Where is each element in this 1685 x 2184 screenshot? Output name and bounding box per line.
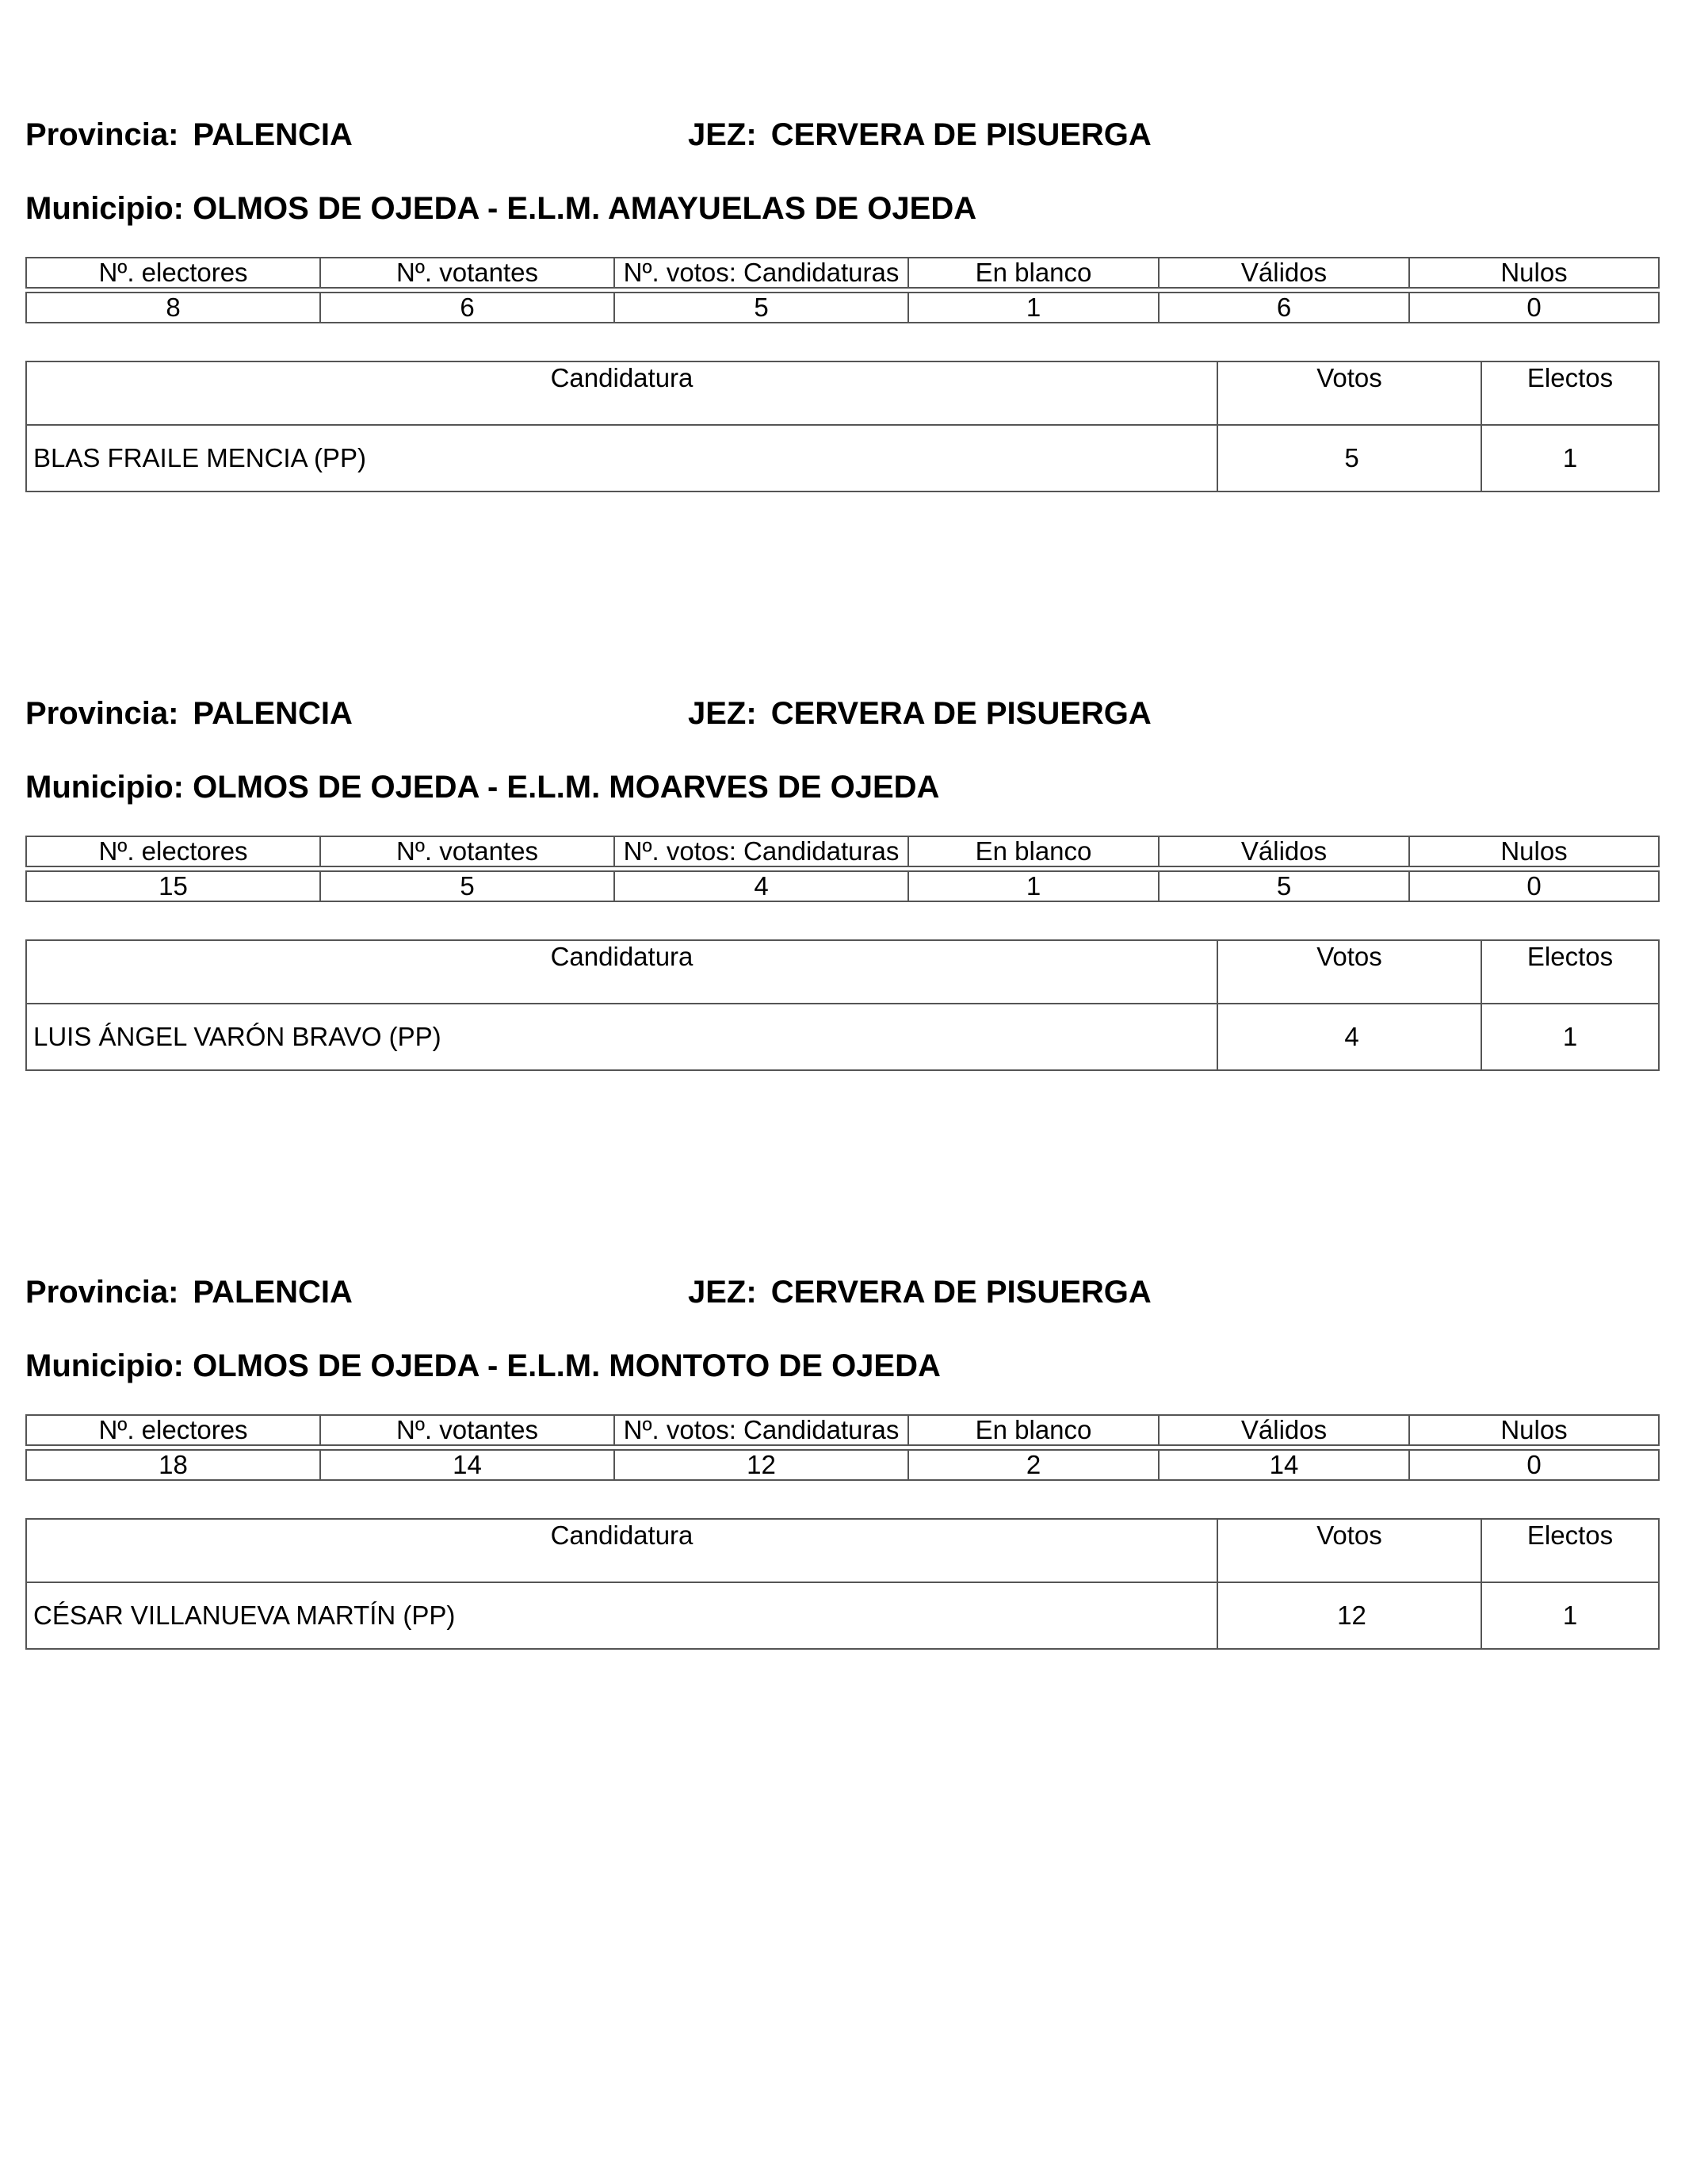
municipio-label: Municipio: (25, 770, 184, 805)
province-header (25, 1272, 353, 1312)
municipio-value: OLMOS DE OJEDA - E.L.M. MOARVES DE OJEDA (193, 770, 940, 805)
province-jez-header (25, 1272, 1658, 1312)
province-header (25, 115, 353, 155)
province-jez-header (25, 115, 1658, 155)
candidate-votes: 4 (1217, 1004, 1481, 1070)
candidate-name: CÉSAR VILLANUEVA MARTÍN (PP) (26, 1582, 1217, 1649)
summary-value-candidaturas: 4 (614, 871, 908, 901)
summary-header-nulos: Nulos (1409, 258, 1659, 288)
jez-header (688, 115, 1152, 155)
provincia-value: PALENCIA (193, 696, 353, 731)
summary-header-blanco: En blanco (908, 258, 1159, 288)
candidates-header-votos: Votos (1217, 361, 1481, 425)
candidate-votes: 12 (1217, 1582, 1481, 1649)
provincia-label: Provincia: (25, 1275, 179, 1310)
province-jez-header (25, 694, 1658, 733)
summary-table (25, 836, 1660, 902)
candidates-table (25, 939, 1660, 1071)
candidate-row (26, 425, 1659, 491)
summary-header-candidaturas: Nº. votos: Candidaturas (614, 1415, 908, 1445)
candidates-header-electos: Electos (1481, 361, 1659, 425)
jez-value: CERVERA DE PISUERGA (770, 117, 1152, 152)
summary-header-votantes: Nº. votantes (320, 258, 614, 288)
candidate-row (26, 1582, 1659, 1649)
jez-label: JEZ: (688, 117, 757, 152)
candidates-table (25, 1518, 1660, 1650)
candidates-header-row (26, 1519, 1659, 1582)
candidate-electos: 1 (1481, 1582, 1659, 1649)
candidates-header-candidatura: Candidatura (26, 1519, 1217, 1582)
provincia-value: PALENCIA (193, 117, 353, 152)
summary-value-electores: 18 (26, 1450, 320, 1480)
summary-value-electores: 15 (26, 871, 320, 901)
jez-label: JEZ: (688, 696, 757, 731)
municipio-label: Municipio: (25, 191, 184, 226)
summary-header-validos: Válidos (1159, 258, 1409, 288)
summary-table (25, 1414, 1660, 1481)
municipio-header (25, 1346, 941, 1386)
summary-header-candidaturas: Nº. votos: Candidaturas (614, 836, 908, 866)
summary-value-votantes: 6 (320, 293, 614, 323)
summary-header-row (26, 836, 1659, 866)
province-header (25, 694, 353, 733)
candidate-name: BLAS FRAILE MENCIA (PP) (26, 425, 1217, 491)
summary-header-candidaturas: Nº. votos: Candidaturas (614, 258, 908, 288)
provincia-value: PALENCIA (193, 1275, 353, 1310)
summary-value-row (26, 871, 1659, 901)
summary-value-candidaturas: 5 (614, 293, 908, 323)
summary-value-blanco: 1 (908, 871, 1159, 901)
municipio-value: OLMOS DE OJEDA - E.L.M. MONTOTO DE OJEDA (193, 1348, 941, 1383)
summary-value-electores: 8 (26, 293, 320, 323)
summary-value-votantes: 14 (320, 1450, 614, 1480)
candidates-header-row (26, 361, 1659, 425)
summary-header-votantes: Nº. votantes (320, 836, 614, 866)
summary-value-nulos: 0 (1409, 293, 1659, 323)
summary-header-blanco: En blanco (908, 836, 1159, 866)
summary-value-row (26, 293, 1659, 323)
summary-header-blanco: En blanco (908, 1415, 1159, 1445)
summary-value-nulos: 0 (1409, 871, 1659, 901)
jez-header (688, 1272, 1152, 1312)
summary-header-electores: Nº. electores (26, 258, 320, 288)
candidates-header-electos: Electos (1481, 1519, 1659, 1582)
summary-value-votantes: 5 (320, 871, 614, 901)
summary-header-row (26, 1415, 1659, 1445)
provincia-label: Provincia: (25, 696, 179, 731)
summary-value-validos: 5 (1159, 871, 1409, 901)
candidate-electos: 1 (1481, 425, 1659, 491)
summary-header-electores: Nº. electores (26, 1415, 320, 1445)
candidate-votes: 5 (1217, 425, 1481, 491)
summary-value-blanco: 1 (908, 293, 1159, 323)
summary-value-validos: 14 (1159, 1450, 1409, 1480)
candidates-header-electos: Electos (1481, 940, 1659, 1004)
candidate-electos: 1 (1481, 1004, 1659, 1070)
summary-header-validos: Válidos (1159, 1415, 1409, 1445)
candidate-name: LUIS ÁNGEL VARÓN BRAVO (PP) (26, 1004, 1217, 1070)
jez-label: JEZ: (688, 1275, 757, 1310)
jez-header (688, 694, 1152, 733)
candidates-header-votos: Votos (1217, 940, 1481, 1004)
summary-header-nulos: Nulos (1409, 836, 1659, 866)
summary-value-row (26, 1450, 1659, 1480)
municipio-value: OLMOS DE OJEDA - E.L.M. AMAYUELAS DE OJEDA (193, 191, 977, 226)
summary-value-validos: 6 (1159, 293, 1409, 323)
summary-value-nulos: 0 (1409, 1450, 1659, 1480)
jez-value: CERVERA DE PISUERGA (770, 1275, 1152, 1310)
summary-header-votantes: Nº. votantes (320, 1415, 614, 1445)
summary-value-candidaturas: 12 (614, 1450, 908, 1480)
summary-header-nulos: Nulos (1409, 1415, 1659, 1445)
jez-value: CERVERA DE PISUERGA (770, 696, 1152, 731)
summary-table (25, 257, 1660, 323)
summary-header-validos: Válidos (1159, 836, 1409, 866)
municipio-label: Municipio: (25, 1348, 184, 1383)
candidates-header-row (26, 940, 1659, 1004)
candidates-header-candidatura: Candidatura (26, 361, 1217, 425)
summary-header-electores: Nº. electores (26, 836, 320, 866)
candidates-header-votos: Votos (1217, 1519, 1481, 1582)
municipio-header (25, 189, 976, 228)
summary-header-row (26, 258, 1659, 288)
summary-value-blanco: 2 (908, 1450, 1159, 1480)
provincia-label: Provincia: (25, 117, 179, 152)
candidates-table (25, 361, 1660, 492)
candidates-header-candidatura: Candidatura (26, 940, 1217, 1004)
municipio-header (25, 767, 939, 807)
candidate-row (26, 1004, 1659, 1070)
